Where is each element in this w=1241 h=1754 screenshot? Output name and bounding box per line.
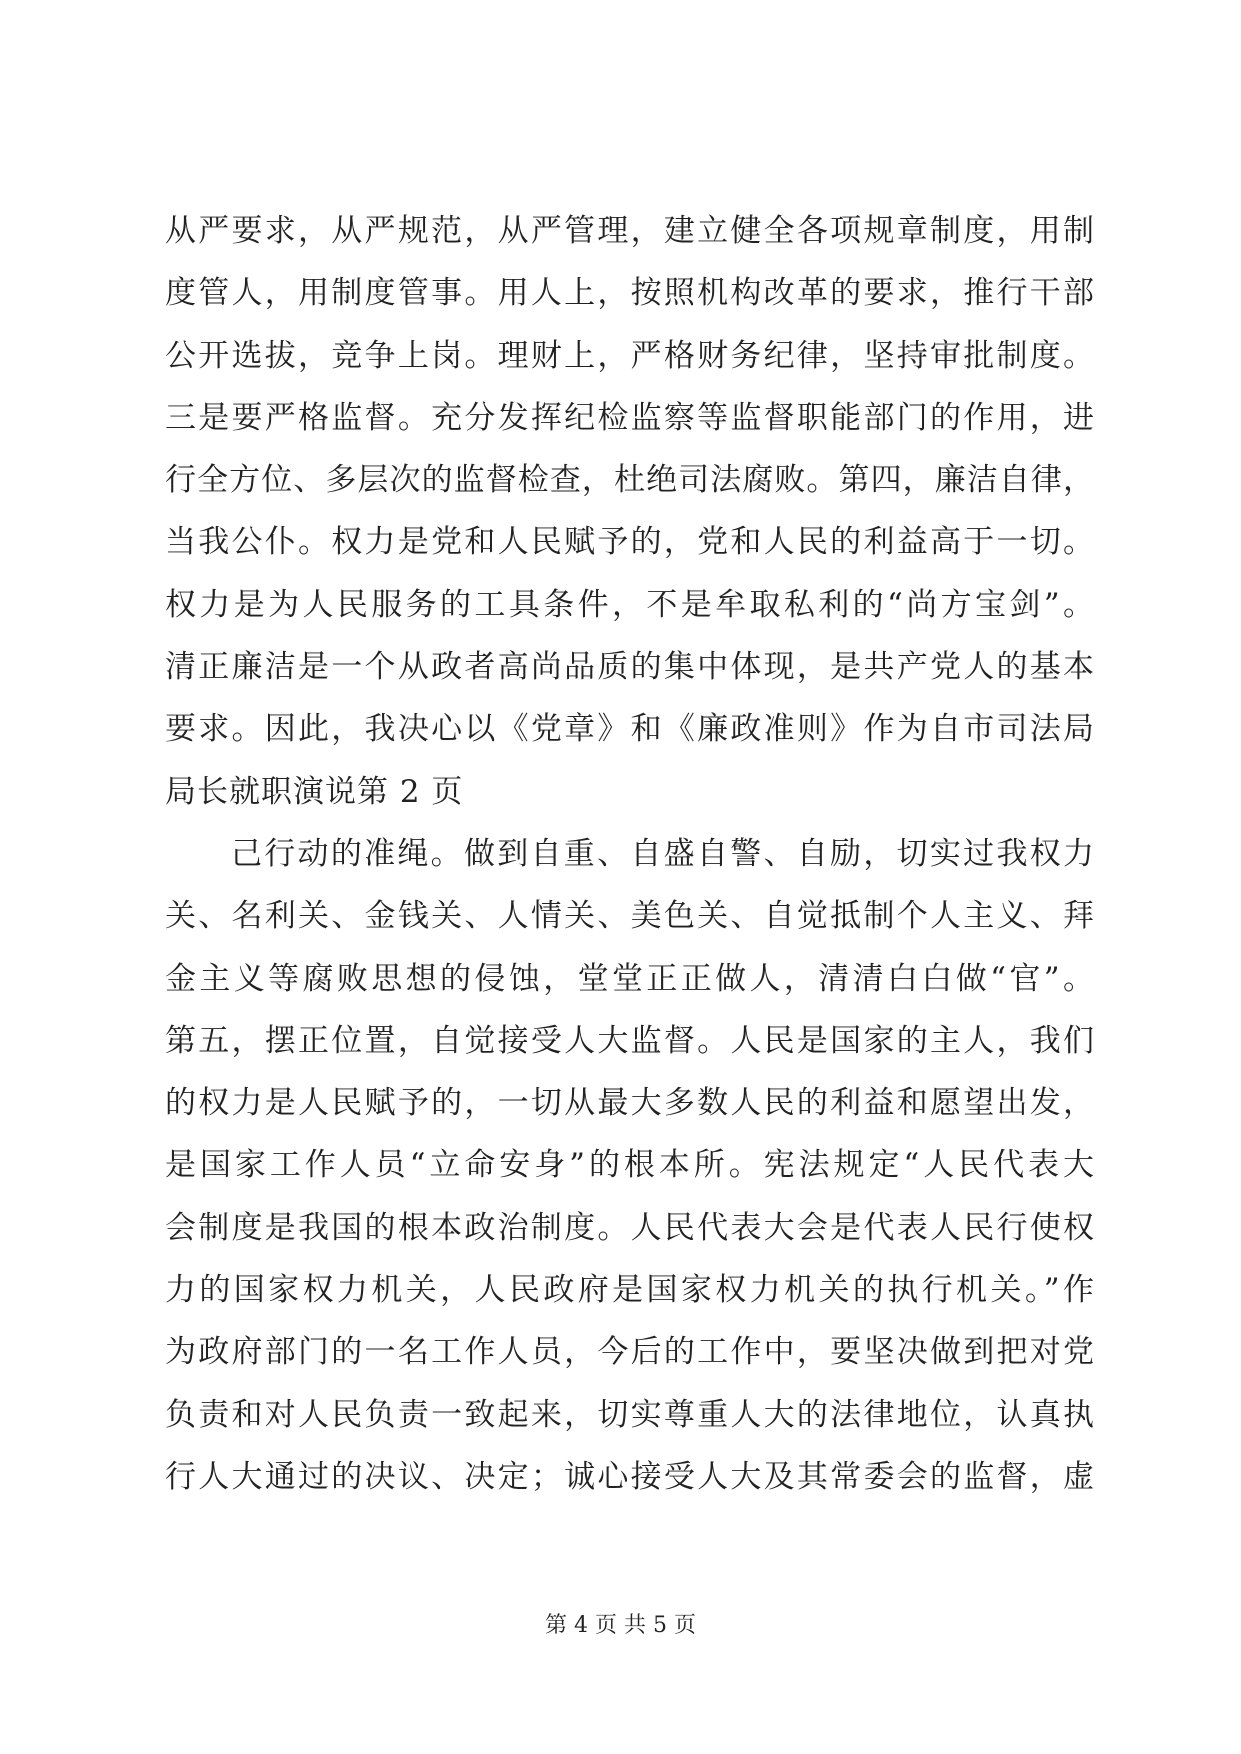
text-line: 是国家工作人员“立命安身”的根本所。宪法规定“人民代表大 (165, 1147, 1095, 1184)
text-line: 行人大通过的决议、决定；诚心接受人大及其常委会的监督，虚 (165, 1458, 1095, 1495)
text-line: 金主义等腐败思想的侵蚀，堂堂正正做人，清清白白做“官”。 (165, 960, 1095, 997)
text-line: 当我公仆。权力是党和人民赋予的，党和人民的利益高于一切。 (165, 524, 1095, 561)
text-line: 局长就职演说第 2 页 (165, 773, 464, 810)
text-line: 会制度是我国的根本政治制度。人民代表大会是代表人民行使权 (165, 1209, 1095, 1246)
text-line: 的权力是人民赋予的，一切从最大多数人民的利益和愿望出发， (165, 1085, 1095, 1122)
paragraph-1 (165, 200, 1095, 823)
text-line: 三是要严格监督。充分发挥纪检监察等监督职能部门的作用，进 (165, 399, 1095, 436)
body-text (165, 200, 1095, 1508)
text-line: 力的国家权力机关，人民政府是国家权力机关的执行机关。”作 (165, 1272, 1095, 1309)
text-line: 度管人，用制度管事。用人上，按照机构改革的要求，推行干部 (165, 275, 1095, 312)
text-line: 为政府部门的一名工作人员，今后的工作中，要坚决做到把对党 (165, 1334, 1095, 1371)
text-line: 要求。因此，我决心以《党章》和《廉政准则》作为自市司法局 (165, 711, 1095, 748)
text-line: 关、名利关、金钱关、人情关、美色关、自觉抵制个人主义、拜 (165, 898, 1095, 935)
text-line: 负责和对人民负责一致起来，切实尊重人大的法律地位，认真执 (165, 1396, 1095, 1433)
page-footer: 第 4 页 共 5 页 (545, 1613, 696, 1638)
text-line: 第五，摆正位置，自觉接受人大监督。人民是国家的主人，我们 (165, 1022, 1095, 1059)
text-line: 行全方位、多层次的监督检查，杜绝司法腐败。第四，廉洁自律， (165, 462, 1095, 499)
text-line: 公开选拔，竞争上岗。理财上，严格财务纪律，坚持审批制度。 (165, 337, 1095, 374)
text-line: 清正廉洁是一个从政者高尚品质的集中体现，是共产党人的基本 (165, 649, 1095, 686)
text-line: 权力是为人民服务的工具条件，不是牟取私利的“尚方宝剑”。 (165, 586, 1095, 623)
text-line: 从严要求，从严规范，从严管理，建立健全各项规章制度，用制 (165, 213, 1095, 249)
text-line: 己行动的准绳。做到自重、自盛自警、自励，切实过我权力 (231, 835, 1095, 872)
paragraph-2 (165, 823, 1095, 1508)
